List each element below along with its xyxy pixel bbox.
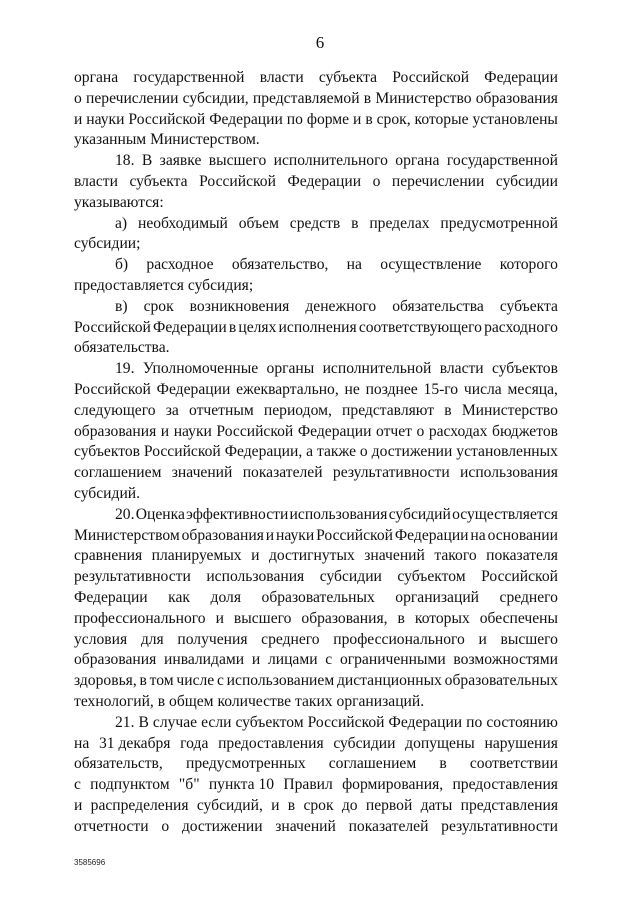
word: использования bbox=[289, 505, 388, 523]
word: исполнительной bbox=[322, 360, 432, 378]
word: достигнутых bbox=[268, 547, 355, 565]
word: в bbox=[439, 755, 447, 773]
word: субсидий bbox=[388, 505, 451, 523]
word: также bbox=[317, 443, 356, 461]
word: Федерации bbox=[209, 110, 283, 128]
word: Министерство bbox=[461, 401, 558, 419]
word: технологий, bbox=[74, 692, 154, 710]
word: указанным bbox=[74, 131, 147, 149]
word: представляемой bbox=[252, 89, 360, 107]
word: Российской bbox=[216, 422, 294, 440]
word: перечислении bbox=[86, 89, 179, 107]
word: соответствующего bbox=[358, 318, 482, 336]
word: даты bbox=[420, 796, 453, 814]
word: Федерации, bbox=[224, 443, 303, 461]
word: о bbox=[359, 443, 368, 461]
word: следующего bbox=[74, 401, 156, 419]
word: профессионального bbox=[74, 609, 206, 627]
word: отчетности bbox=[74, 817, 149, 835]
text-line bbox=[74, 775, 558, 796]
word: в bbox=[365, 110, 373, 128]
word: организаций bbox=[395, 588, 480, 606]
word: таких bbox=[294, 692, 333, 710]
word: обязательства. bbox=[74, 339, 170, 357]
word: подпунктом bbox=[90, 776, 170, 794]
text-line bbox=[74, 172, 558, 193]
word: использования bbox=[460, 464, 558, 482]
word: возможностями bbox=[453, 651, 558, 669]
word: получения bbox=[177, 630, 248, 648]
word: образования bbox=[74, 651, 157, 669]
word: Российской bbox=[481, 568, 558, 586]
word: Российской bbox=[143, 443, 221, 461]
word: 31 декабря bbox=[98, 734, 171, 752]
word: использованием bbox=[226, 672, 335, 690]
word: среднего bbox=[499, 588, 558, 606]
word: значений bbox=[275, 817, 336, 835]
word: в bbox=[444, 401, 452, 419]
text-line bbox=[74, 567, 558, 588]
word: науки bbox=[86, 110, 125, 128]
word: субсидии bbox=[319, 568, 382, 586]
word: исполнительного bbox=[273, 152, 388, 170]
word: субсидий, bbox=[196, 796, 263, 814]
word: субъектов bbox=[491, 360, 558, 378]
word: предусмотренной bbox=[440, 214, 558, 232]
word: установленных bbox=[456, 443, 558, 461]
word: в bbox=[287, 796, 296, 814]
word: в bbox=[228, 318, 237, 336]
word: обязательств, bbox=[74, 755, 163, 773]
word: и bbox=[74, 796, 83, 814]
word: власти bbox=[259, 69, 304, 86]
word: науки bbox=[276, 526, 315, 544]
text-line bbox=[74, 546, 558, 567]
word: с bbox=[325, 651, 333, 669]
word: ограниченными bbox=[339, 651, 446, 669]
word: "б" bbox=[178, 776, 200, 794]
word: и bbox=[251, 547, 260, 565]
word: возникновения bbox=[189, 297, 290, 315]
word: перечислении bbox=[391, 172, 485, 190]
word: и bbox=[215, 609, 224, 627]
word: установлены bbox=[472, 110, 558, 128]
text-line bbox=[74, 276, 558, 297]
word: Российской bbox=[199, 172, 276, 190]
word: представляют bbox=[342, 401, 435, 419]
word: 20. bbox=[115, 505, 135, 523]
word: которого bbox=[499, 256, 558, 274]
word: месяца, bbox=[507, 380, 558, 398]
word: денежного bbox=[305, 297, 377, 315]
word: срок bbox=[303, 796, 334, 814]
text-line bbox=[74, 484, 558, 505]
word: субсидии bbox=[333, 734, 396, 752]
word: планируемых bbox=[151, 547, 242, 565]
text-line bbox=[74, 526, 558, 547]
word: 18. bbox=[115, 152, 135, 170]
word: субъекта bbox=[129, 172, 188, 190]
word: Федерации bbox=[287, 172, 362, 190]
word: и bbox=[265, 526, 275, 544]
word: условия bbox=[74, 630, 128, 648]
text-line bbox=[74, 422, 558, 443]
word: состоянию bbox=[486, 713, 558, 731]
word: Российской bbox=[74, 318, 151, 336]
word: и bbox=[478, 630, 487, 648]
word: расходного bbox=[484, 318, 558, 336]
word: В bbox=[141, 152, 153, 170]
word: соответствии bbox=[469, 755, 558, 773]
word: на bbox=[470, 526, 486, 544]
text-line bbox=[74, 151, 558, 172]
word: органа bbox=[395, 152, 440, 170]
word: инвалидами bbox=[164, 651, 245, 669]
word: Российской bbox=[316, 526, 393, 544]
text-line bbox=[74, 650, 558, 671]
word: в bbox=[139, 672, 147, 690]
word: субсидии; bbox=[74, 235, 141, 253]
text-line bbox=[74, 297, 558, 318]
text-line bbox=[74, 630, 558, 651]
word: пределах bbox=[369, 214, 430, 232]
word: обеспечены bbox=[479, 609, 558, 627]
word: субъекта bbox=[499, 297, 558, 315]
word: значений bbox=[364, 547, 425, 565]
word: показателя bbox=[486, 547, 558, 565]
text-line bbox=[74, 89, 558, 110]
word: в bbox=[351, 214, 359, 232]
word: распределения bbox=[90, 796, 189, 814]
word: Уполномоченные bbox=[142, 360, 259, 378]
word: о bbox=[74, 89, 82, 107]
word: государственной bbox=[446, 152, 558, 170]
word: соглашением bbox=[328, 755, 417, 773]
word: предоставления bbox=[218, 734, 324, 752]
word: представления bbox=[460, 796, 558, 814]
word: пункта 10 bbox=[208, 776, 275, 794]
word: формирования, bbox=[342, 776, 444, 794]
word: субъектом bbox=[397, 568, 466, 586]
text-line bbox=[74, 193, 558, 214]
word: ежеквартально, bbox=[236, 380, 339, 398]
word: количестве bbox=[217, 692, 292, 710]
word: года bbox=[180, 734, 209, 752]
word: б) bbox=[115, 256, 129, 274]
word: общем bbox=[169, 692, 214, 710]
word: образования bbox=[475, 89, 558, 107]
document-body bbox=[74, 68, 558, 837]
word: доля bbox=[210, 588, 242, 606]
word: и bbox=[271, 796, 280, 814]
text-line bbox=[74, 692, 558, 713]
word: Российской bbox=[307, 713, 385, 731]
text-line bbox=[74, 401, 558, 422]
word: основании bbox=[487, 526, 558, 544]
word: Оценка bbox=[135, 505, 185, 523]
word: эффективности bbox=[186, 505, 289, 523]
word: предоставления bbox=[452, 776, 558, 794]
word: срок, bbox=[376, 110, 411, 128]
word: периодом, bbox=[263, 401, 332, 419]
word: в bbox=[363, 89, 372, 107]
text-line bbox=[74, 110, 558, 131]
word: среднего bbox=[261, 630, 320, 648]
word: в bbox=[157, 692, 166, 710]
word: Российской bbox=[128, 110, 206, 128]
word: целях bbox=[238, 318, 277, 336]
word: нарушения bbox=[484, 734, 558, 752]
word: Федерации bbox=[297, 422, 372, 440]
word: Федерации bbox=[156, 380, 231, 398]
word: бюджетов bbox=[492, 422, 558, 440]
word: лицами bbox=[267, 651, 318, 669]
word: образования, bbox=[301, 609, 388, 627]
word: Федерации bbox=[153, 318, 227, 336]
word: с bbox=[74, 776, 81, 794]
text-line bbox=[74, 130, 558, 151]
word: власти bbox=[74, 172, 118, 190]
word: организаций. bbox=[336, 692, 425, 710]
word: 19. bbox=[115, 360, 135, 378]
text-line bbox=[74, 713, 558, 734]
word: 15-го bbox=[423, 380, 459, 398]
word: в) bbox=[115, 297, 128, 315]
word: первой bbox=[365, 796, 413, 814]
word: достижении bbox=[181, 817, 263, 835]
word: Министерством bbox=[74, 526, 180, 544]
word: высшего bbox=[208, 152, 267, 170]
word: Федерации bbox=[74, 588, 148, 606]
word: обязательство, bbox=[231, 256, 329, 274]
word: за bbox=[165, 401, 179, 419]
word: числа bbox=[463, 380, 502, 398]
word: которые bbox=[414, 110, 469, 128]
word: Правил bbox=[283, 776, 333, 794]
text-line bbox=[74, 505, 558, 526]
word: власти bbox=[439, 360, 484, 378]
word: до bbox=[341, 796, 358, 814]
word: науки bbox=[173, 422, 212, 440]
word: а) bbox=[115, 214, 128, 232]
word: по bbox=[466, 713, 483, 731]
word: а bbox=[306, 443, 314, 461]
word: результативности bbox=[332, 464, 450, 482]
word: органы bbox=[266, 360, 315, 378]
word: субсидии, bbox=[182, 89, 249, 107]
word: указываются: bbox=[74, 193, 164, 211]
word: отчет bbox=[376, 422, 412, 440]
text-line bbox=[74, 68, 558, 89]
text-line bbox=[74, 609, 558, 630]
word: допущены bbox=[405, 734, 475, 752]
word: средств bbox=[289, 214, 341, 232]
text-line bbox=[74, 380, 558, 401]
word: и bbox=[74, 110, 83, 128]
word: и bbox=[160, 422, 170, 440]
word: образования bbox=[74, 422, 157, 440]
word: как bbox=[168, 588, 191, 606]
word: субъекта bbox=[318, 69, 378, 86]
text-line bbox=[74, 214, 558, 235]
word: государственной bbox=[133, 69, 245, 86]
word: расходах bbox=[428, 422, 488, 440]
word: исполнения bbox=[278, 318, 357, 336]
word: образовательных bbox=[444, 672, 558, 690]
word: образования bbox=[181, 526, 264, 544]
word: объем bbox=[238, 214, 279, 232]
word: на bbox=[346, 256, 362, 274]
word: Министерством. bbox=[150, 131, 260, 149]
word: органа bbox=[74, 69, 119, 86]
word: необходимый bbox=[137, 214, 228, 232]
word: профессионального bbox=[333, 630, 465, 648]
word: Российской bbox=[74, 380, 151, 398]
text-line bbox=[74, 255, 558, 276]
word: обязательства bbox=[392, 297, 484, 315]
text-line bbox=[74, 442, 558, 463]
word: случае bbox=[152, 713, 198, 731]
word: субъектом bbox=[235, 713, 304, 731]
text-line bbox=[74, 796, 558, 817]
word: Федерации bbox=[484, 69, 558, 86]
word: высшего bbox=[500, 630, 558, 648]
text-line bbox=[74, 671, 558, 692]
word: которых bbox=[414, 609, 470, 627]
word: использования bbox=[206, 568, 305, 586]
word: такого bbox=[434, 547, 477, 565]
text-line bbox=[74, 754, 558, 775]
word: по bbox=[286, 110, 303, 128]
word: числе bbox=[176, 672, 215, 690]
text-line bbox=[74, 817, 558, 838]
word: здоровья, bbox=[74, 672, 137, 690]
word: о bbox=[372, 172, 381, 190]
word: субсидий. bbox=[74, 484, 141, 502]
word: 21. bbox=[115, 713, 135, 731]
word: если bbox=[201, 713, 232, 731]
word: том bbox=[149, 672, 174, 690]
word: показателей bbox=[348, 817, 429, 835]
word: на bbox=[74, 734, 90, 752]
word: осуществляется bbox=[452, 505, 558, 523]
word: о bbox=[161, 817, 170, 835]
word: позднее bbox=[365, 380, 418, 398]
word: Федерации bbox=[394, 526, 469, 544]
word: заявке bbox=[159, 152, 202, 170]
word: и bbox=[353, 110, 362, 128]
word: результативности bbox=[441, 817, 558, 835]
word: в bbox=[397, 609, 405, 627]
word: субсидия; bbox=[187, 276, 254, 294]
word: отчетным bbox=[189, 401, 254, 419]
document-id: 3585696 bbox=[74, 858, 106, 867]
word: В bbox=[138, 713, 149, 731]
text-line bbox=[74, 588, 558, 609]
word: о bbox=[416, 422, 425, 440]
word: показателей bbox=[242, 464, 323, 482]
word: для bbox=[140, 630, 164, 648]
word: достижении bbox=[371, 443, 453, 461]
word: значений bbox=[171, 464, 233, 482]
word: Федерации bbox=[388, 713, 463, 731]
page-number: 6 bbox=[315, 33, 325, 52]
text-line bbox=[74, 318, 558, 339]
word: сравнения bbox=[74, 547, 143, 565]
word: результативности bbox=[74, 568, 191, 586]
word: осуществление bbox=[380, 256, 482, 274]
word: предусмотренных bbox=[185, 755, 306, 773]
word: срок bbox=[143, 297, 174, 315]
word: субсидии bbox=[495, 172, 558, 190]
text-line bbox=[74, 734, 558, 755]
word: соглашением bbox=[74, 464, 162, 482]
text-line bbox=[74, 463, 558, 484]
text-line bbox=[74, 359, 558, 380]
word: и bbox=[251, 651, 261, 669]
word: высшего bbox=[233, 609, 292, 627]
word: расходное bbox=[146, 256, 214, 274]
text-line bbox=[74, 338, 558, 359]
word: Министерство bbox=[375, 89, 472, 107]
word: форме bbox=[306, 110, 350, 128]
word: с bbox=[216, 672, 224, 690]
word: образовательных bbox=[261, 588, 375, 606]
word: дистанционных bbox=[336, 672, 442, 690]
word: субъектов bbox=[74, 443, 140, 461]
text-line bbox=[74, 234, 558, 255]
word: не bbox=[344, 380, 360, 398]
word: Российской bbox=[392, 69, 470, 86]
word: предоставляется bbox=[74, 276, 184, 294]
